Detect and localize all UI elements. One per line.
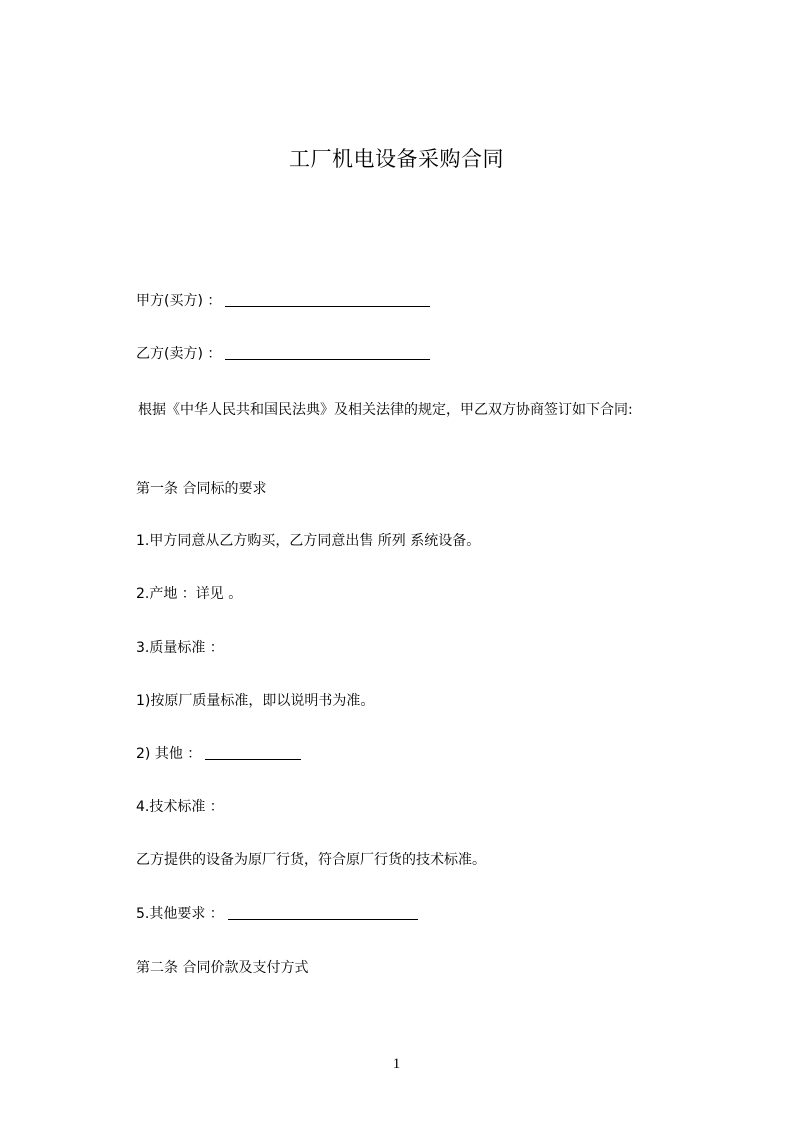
page-number: 1 [392,1056,401,1072]
preamble-paragraph: 根据《中华人民共和国民法典》及相关法律的规定，甲乙双方协商签订如下合同: [138,402,633,418]
item-2: 2.产地 ：详见 。 [136,586,243,602]
item-3-2-blank[interactable] [205,745,301,760]
party-a-label: 甲方(买方) ： [136,293,222,309]
party-a-line [136,291,430,311]
item-4: 4.技术标准 ： [136,799,224,815]
item-3: 3.质量标准 ： [136,640,224,656]
item-4-text: 乙方提供的设备为原厂行货，符合原厂行货的技术标准。 [136,852,486,868]
party-b-blank[interactable] [225,345,430,360]
item-3-1: 1)按原厂质量标准，即以说明书为准。 [136,693,375,709]
item-3-2-line [136,744,301,764]
document-title: 工厂机电设备采购合同 [289,147,504,171]
article-1-heading: 第一条 合同标的要求 [136,481,267,497]
article-2-heading: 第二条 合同价款及支付方式 [136,960,309,976]
item-5-line [136,904,418,924]
item-1: 1.甲方同意从乙方购买，乙方同意出售 所列 系统设备。 [136,533,481,549]
item-3-2-label: 2) 其他 ： [136,746,202,762]
party-b-line [136,344,430,364]
item-5-label: 5.其他要求 ： [136,906,224,922]
party-b-label: 乙方(卖方) ： [136,346,222,362]
party-a-blank[interactable] [225,292,430,307]
item-5-blank[interactable] [228,905,418,920]
